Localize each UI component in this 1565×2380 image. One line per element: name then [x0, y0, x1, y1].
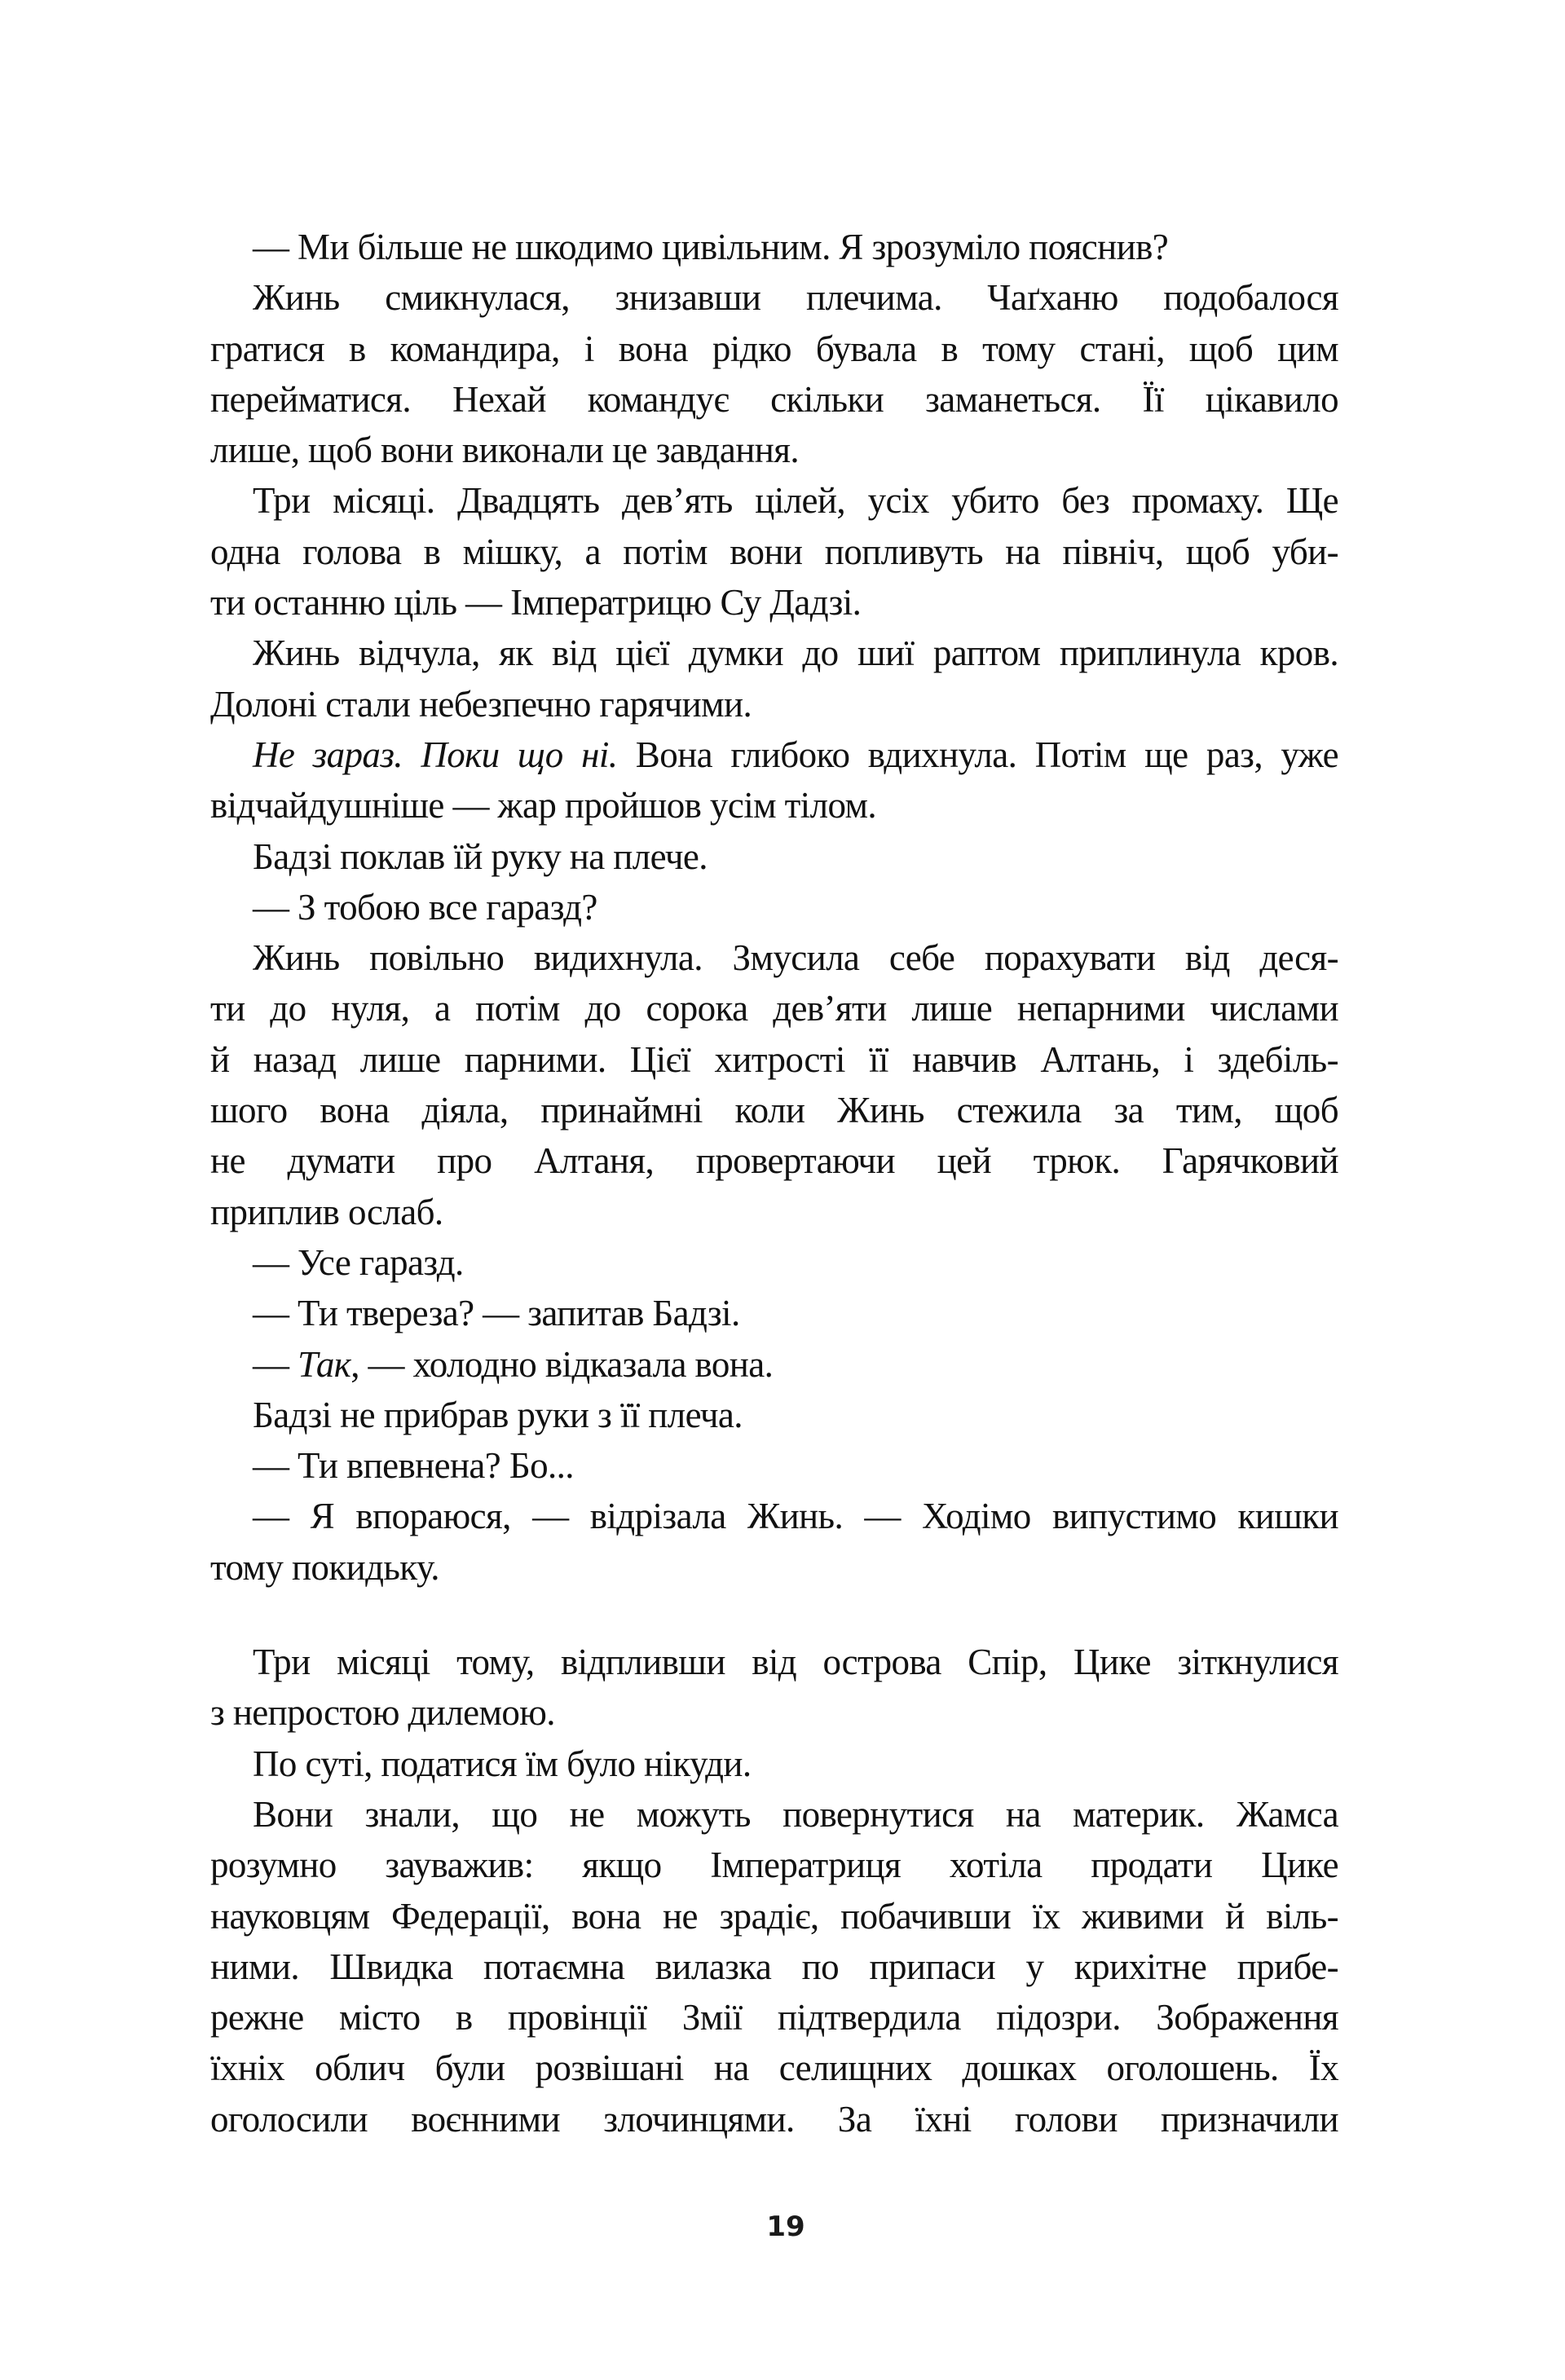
- text-line: Три місяці. Двадцять дев’ять цілей, усіх убито без промаху. Ще: [253, 480, 1338, 522]
- text-line: — Усе гаразд.: [253, 1241, 464, 1283]
- text-line: Жинь повільно видихнула. Змусила себе порахувати від деся-: [253, 937, 1338, 979]
- text-line: — Ми більше не шкодимо цивільним. Я зрозуміло пояснив?: [253, 227, 1169, 267]
- text-section-1: [210, 222, 1338, 1593]
- text-line: гратися в командира, і вона рідко бувала в тому стані, щоб цим: [210, 328, 1338, 369]
- text-line: Жинь відчула, як від цієї думки до шиї раптом приплинула кров.: [253, 632, 1338, 674]
- text-line: — Я впораюся, — відрізала Жинь. — Ходімо випустимо кишки: [253, 1496, 1338, 1537]
- text-line: Вони знали, що не можуть повернутися на материк. Жамса: [253, 1793, 1338, 1835]
- page-number: 19: [766, 2210, 805, 2243]
- text-line: одна голова в мішку, а потім вони попливуть на північ, щоб уби-: [210, 531, 1338, 572]
- text-line: розумно зауважив: якщо Імператриця хотіла продати Цике: [210, 1844, 1338, 1886]
- text-line: тому покидьку.: [210, 1546, 439, 1588]
- text-line: — З тобою все гаразд?: [253, 886, 597, 928]
- section-break: [210, 1593, 1338, 1637]
- text-line: науковцям Федерації, вона не зрадіє, побачивши їх живими й віль-: [210, 1895, 1338, 1937]
- text-line: лише, щоб вони виконали це завдання.: [210, 430, 800, 471]
- text-line: Жинь смикнулася, знизавши плечима. Чаґханю подобалося: [253, 277, 1338, 319]
- text-line: ти до нуля, а потім до сорока дев’яти лише непарними числами: [210, 988, 1338, 1029]
- text-line: режне місто в провінції Змії підтвердила підозри. Зображення: [210, 1997, 1338, 2038]
- italic-text: Не зараз. Поки що ні.: [253, 734, 618, 775]
- text-line: приплив ослаб.: [210, 1191, 443, 1232]
- text-line: — Так, — холодно відказала вона.: [253, 1343, 774, 1385]
- text-line: Не зараз. Поки що ні. Вона глибоко вдихнула. Потім ще раз, уже: [253, 734, 1338, 775]
- body-text: [210, 222, 1338, 2144]
- text-line: оголосили воєнними злочинцями. За їхні голови призначили: [210, 2098, 1338, 2140]
- text-line: шого вона діяла, принаймні коли Жинь стежила за тим, щоб: [210, 1090, 1338, 1131]
- text-line: перейматися. Нехай командує скільки заманеться. Її цікавило: [210, 378, 1338, 420]
- text-line: ти останню ціль — Імператрицю Су Дадзі.: [210, 582, 862, 624]
- text-line: Три місяці тому, відпливши від острова Спір, Цике зіткнулися: [253, 1642, 1338, 1683]
- text-line: Долоні стали небезпечно гарячими.: [210, 683, 752, 725]
- text-line: По суті, податися їм було нікуди.: [253, 1743, 752, 1784]
- text-line: не думати про Алтаня, провертаючи цей трюк. Гарячковий: [210, 1140, 1338, 1182]
- text-line: — Ти твереза? — запитав Бадзі.: [253, 1293, 740, 1334]
- text-line: відчайдушніше — жар пройшов усім тілом.: [210, 785, 877, 826]
- text-line: — Ти впевнена? Бо...: [253, 1445, 574, 1487]
- text-section-2: [210, 1637, 1338, 2144]
- italic-text: Так: [298, 1343, 351, 1385]
- text-line: з непростою дилемою.: [210, 1692, 555, 1734]
- text-line: Бадзі поклав їй руку на плече.: [253, 835, 708, 877]
- text-line: й назад лише парними. Цієї хитрості її навчив Алтань, і здебіль-: [210, 1038, 1338, 1080]
- text-line: Бадзі не прибрав руки з її плеча.: [253, 1394, 743, 1435]
- text-line: їхніх облич були розвішані на селищних дошках оголошень. Їх: [210, 2047, 1338, 2089]
- text-line: ними. Швидка потаємна вилазка по припаси у крихітне прибе-: [210, 1946, 1338, 1987]
